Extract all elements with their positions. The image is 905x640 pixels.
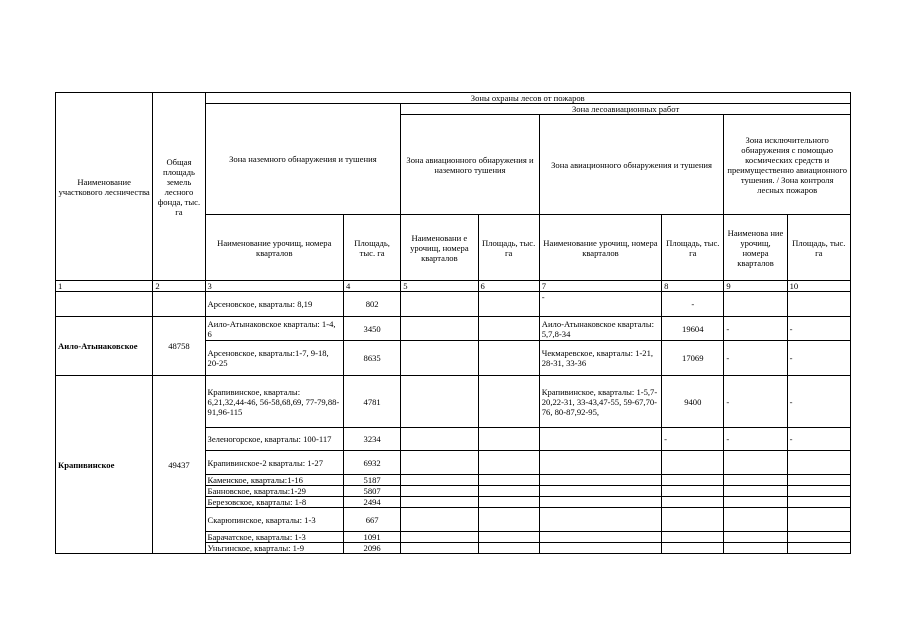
col-num-2: 2 (153, 281, 205, 292)
header-zone-avia: Зона авиационного обнаружения и тушения (539, 115, 724, 215)
cell-empty (787, 532, 850, 543)
cell-area: 5187 (344, 475, 401, 486)
col-num-10: 10 (787, 281, 850, 292)
cell-empty (401, 497, 478, 508)
cell-empty (662, 486, 724, 497)
cell-area: 2096 (344, 543, 401, 554)
cell-area: 1091 (344, 532, 401, 543)
cell-tract-avia: Чекмаревское, кварталы: 1-21, 28-31, 33-36 (539, 341, 661, 376)
cell-empty (662, 508, 724, 532)
cell-empty (401, 475, 478, 486)
header-zone-ground: Зона наземного обнаружения и тушения (205, 104, 401, 215)
cell-empty (401, 508, 478, 532)
cell-space-name: - (724, 428, 787, 451)
cell-empty (478, 508, 539, 532)
subheader-area-8: Площадь, тыс. га (662, 215, 724, 281)
forestry-area: 48758 (153, 317, 205, 376)
cell-area-avia: 9400 (662, 376, 724, 428)
cell-space-name: - (724, 376, 787, 428)
cell-area-avia: 19604 (662, 317, 724, 341)
cell-empty (662, 451, 724, 475)
cell-empty (662, 532, 724, 543)
subheader-name-7: Наименование урочищ, номера кварталов (539, 215, 661, 281)
cell-empty (401, 317, 478, 341)
cell-empty (478, 486, 539, 497)
cell-area: 8635 (344, 341, 401, 376)
col-num-4: 4 (344, 281, 401, 292)
cell-tract: Зеленогорское, кварталы: 100-117 (205, 428, 344, 451)
cell-empty (401, 532, 478, 543)
cell-tract: Аило-Атынаковское кварталы: 1-4, 6 (205, 317, 344, 341)
cell-tract: Барачатское, кварталы: 1-3 (205, 532, 344, 543)
cell-tract: Арсеновское, кварталы: 8,19 (205, 292, 344, 317)
cell-tract-avia: Аило-Атынаковское кварталы: 5,7,8-34 (539, 317, 661, 341)
cell-empty (539, 451, 661, 475)
cell-empty (724, 497, 787, 508)
subheader-name-9: Наименова ние урочищ, номера кварталов (724, 215, 787, 281)
col-num-9: 9 (724, 281, 787, 292)
cell-empty (787, 497, 850, 508)
cell-area: 3234 (344, 428, 401, 451)
table-row (56, 292, 851, 317)
cell-empty (724, 475, 787, 486)
header-zones-title: Зоны охраны лесов от пожаров (205, 93, 850, 104)
cell-empty (724, 292, 787, 317)
cell-tract: Уньгинское, кварталы: 1-9 (205, 543, 344, 554)
cell-empty (787, 486, 850, 497)
cell-area-avia: - (662, 428, 724, 451)
col-num-3: 3 (205, 281, 344, 292)
cell-empty (662, 543, 724, 554)
cell-space-area: - (787, 428, 850, 451)
cell-empty (401, 428, 478, 451)
col-num-7: 7 (539, 281, 661, 292)
cell-area: 2494 (344, 497, 401, 508)
forestry-area: 49437 (153, 376, 205, 554)
header-zone-avia-ground: Зона авиационного обнаружения и наземного тушения (401, 115, 540, 215)
cell-tract: Крапивинское, кварталы: 6,21,32,44-46, 56-58,68,69, 77-79,88-91,96-115 (205, 376, 344, 428)
subheader-area-10: Площадь, тыс. га (787, 215, 850, 281)
forestry-name: Аило-Атынаковское (56, 317, 153, 376)
table-row (56, 317, 851, 341)
cell-tract-avia: - (539, 292, 661, 317)
cell-empty (478, 428, 539, 451)
forestry-name: Крапивинское (56, 376, 153, 554)
cell-empty (539, 532, 661, 543)
cell-empty (478, 543, 539, 554)
cell-empty (724, 486, 787, 497)
cell-empty (401, 451, 478, 475)
cell-tract: Березовское, кварталы: 1-8 (205, 497, 344, 508)
header-area-cell: Общая площадь земель лесного фонда, тыс. га (153, 93, 205, 281)
cell-space-name: - (724, 341, 787, 376)
cell-empty (724, 543, 787, 554)
cell-area: 802 (344, 292, 401, 317)
cell-empty (401, 376, 478, 428)
col-num-6: 6 (478, 281, 539, 292)
header-row-1 (56, 93, 851, 104)
cell-empty (539, 497, 661, 508)
header-aviation-title: Зона лесоавиационных работ (401, 104, 851, 115)
cell-empty (539, 508, 661, 532)
subheader-name-5: Наименовани е урочищ, номера кварталов (401, 215, 478, 281)
cell-empty (787, 451, 850, 475)
cell-empty (787, 292, 850, 317)
table-row (56, 376, 851, 428)
cell-empty (539, 428, 661, 451)
col-num-1: 1 (56, 281, 153, 292)
subheader-area-6: Площадь, тыс. га (478, 215, 539, 281)
subheader-area-4: Площадь, тыс. га (344, 215, 401, 281)
cell-area-avia: 17069 (662, 341, 724, 376)
cell-area: 5807 (344, 486, 401, 497)
cell-tract: Арсеновское, кварталы:1-7, 9-18, 20-25 (205, 341, 344, 376)
cell-area: 4781 (344, 376, 401, 428)
cell-empty (153, 292, 205, 317)
cell-empty (56, 292, 153, 317)
cell-empty (787, 508, 850, 532)
cell-empty (724, 451, 787, 475)
cell-tract: Каменское, кварталы:1-16 (205, 475, 344, 486)
cell-tract: Банновское, кварталы:1-29 (205, 486, 344, 497)
cell-empty (478, 532, 539, 543)
cell-empty (401, 292, 478, 317)
subheader-name-3: Наименование урочищ, номера кварталов (205, 215, 344, 281)
cell-empty (539, 543, 661, 554)
column-numbers-row (56, 281, 851, 292)
cell-empty (478, 292, 539, 317)
cell-area: 3450 (344, 317, 401, 341)
header-zone-space: Зона исключительного обнаружения с помощью космических средств и преимущественно авиационного тушения. / Зона контроля лесных пожаров (724, 115, 851, 215)
cell-empty (539, 486, 661, 497)
cell-area-avia: - (662, 292, 724, 317)
cell-empty (401, 486, 478, 497)
cell-area: 667 (344, 508, 401, 532)
cell-tract: Скарюпинское, кварталы: 1-3 (205, 508, 344, 532)
cell-empty (478, 341, 539, 376)
cell-area: 6932 (344, 451, 401, 475)
cell-empty (478, 317, 539, 341)
cell-tract: Крапивинское-2 кварталы: 1-27 (205, 451, 344, 475)
cell-space-area: - (787, 376, 850, 428)
cell-empty (478, 497, 539, 508)
cell-empty (787, 543, 850, 554)
col-num-8: 8 (662, 281, 724, 292)
cell-empty (662, 497, 724, 508)
header-name-cell: Наименование участкового лесничества (56, 93, 153, 281)
forest-zones-table (55, 92, 851, 554)
cell-empty (539, 475, 661, 486)
cell-empty (401, 341, 478, 376)
cell-empty (724, 508, 787, 532)
cell-empty (478, 376, 539, 428)
cell-empty (787, 475, 850, 486)
cell-empty (478, 475, 539, 486)
cell-space-area: - (787, 341, 850, 376)
cell-empty (662, 475, 724, 486)
cell-space-name: - (724, 317, 787, 341)
cell-empty (724, 532, 787, 543)
cell-empty (478, 451, 539, 475)
cell-space-area: - (787, 317, 850, 341)
cell-tract-avia: Крапивинское, кварталы: 1-5,7-20,22-31, 33-43,47-55, 59-67,70-76, 80-87,92-95, (539, 376, 661, 428)
cell-empty (401, 543, 478, 554)
col-num-5: 5 (401, 281, 478, 292)
